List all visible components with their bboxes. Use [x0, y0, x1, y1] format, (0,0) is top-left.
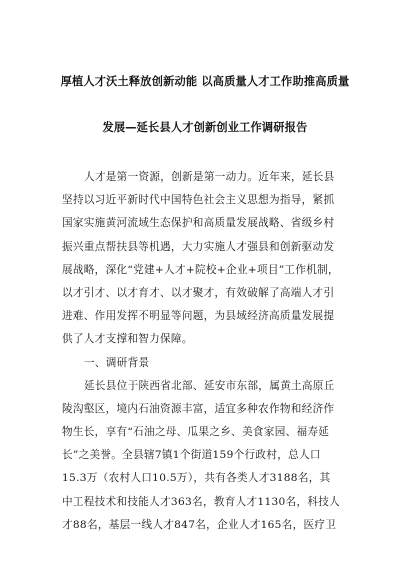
body-text-line: 15.3万（农村人口10.5万），共有各类人才3188名，其: [62, 472, 331, 485]
document-body: [62, 166, 362, 537]
body-text-line: 中工程技术和技能人才363名，教育人才1130名，科技人: [62, 495, 341, 508]
body-text-line: 长”之美誉。全县辖7镇1个街道159个行政村，总人口: [62, 449, 321, 462]
body-text-line: 陵沟壑区，境内石油资源丰富，适宜多种农作物和经济作: [62, 402, 335, 415]
body-text-line: 供了人才支撑和智力保障。: [62, 333, 193, 346]
body-text-line: 人才是第一资源，创新是第一动力。近年来，延长县: [84, 171, 335, 183]
body-text-line: 坚持以习近平新时代中国特色社会主义思想为指导，紧抓: [62, 194, 335, 207]
section-heading: 一、调研背景: [84, 356, 150, 369]
body-text-line: 才88名，基层一线人才847名，企业人才165名，医疗卫: [62, 518, 337, 531]
body-text-line: 国家实施黄河流域生态保护和高质量发展战略、省级乡村: [62, 217, 335, 230]
body-text-line: 振兴重点帮扶县等机遇，大力实施人才强县和创新驱动发: [62, 240, 335, 253]
document-title-line-2: 发展—延长县人才创新创业工作调研报告: [102, 121, 308, 134]
body-text-line: 以才引才、以才育才、以才聚才，有效破解了高端人才引: [62, 286, 335, 299]
body-text-line: 物生长，享有“石油之母、瓜果之乡、美食家园、福寿延: [62, 426, 330, 439]
document-title-line-1: 厚植人才沃土释放创新动能 以高质量人才工作助推高质量: [60, 75, 350, 88]
body-text-line: 延长县位于陕西省北部、延安市东部，属黄土高原丘: [84, 379, 335, 392]
body-text-line: 进难、作用发挥不明显等问题，为县域经济高质量发展提: [62, 310, 335, 323]
body-text-line: 展战略，深化“党建+人才+院校+企业+项目”工作机制，: [62, 263, 339, 276]
